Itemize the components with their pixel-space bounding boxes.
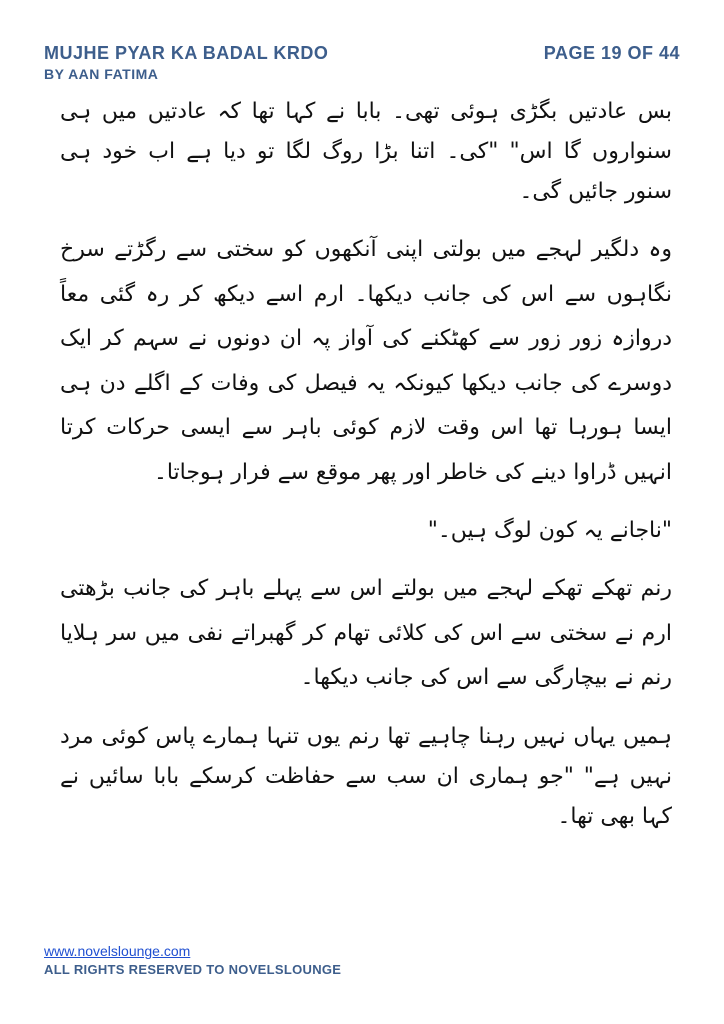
- rights-notice: ALL RIGHTS RESERVED TO NOVELSLOUNGE: [44, 962, 342, 977]
- author-name: BY AAN FATIMA: [44, 66, 159, 82]
- paragraph-4: رنم تھکے تھکے لہجے میں بولتے اس سے پہلے باہر کی جانب بڑھتی ارم نے سختی سے اس کی کلائی تھام کر گھبراتے نفی میں سر ہلایا رنم نے بیچارگی سے اس کی جانب دیکھا۔: [60, 576, 672, 690]
- paragraph-3: "ناجانے یہ کون لوگ ہیں۔": [427, 518, 672, 543]
- page-number: PAGE 19 OF 44: [543, 43, 680, 63]
- website-link[interactable]: www.novelslounge.com: [44, 943, 191, 959]
- paragraph-1: بس عادتیں بگڑی ہوئی تھی۔ بابا نے کہا تھا کہ عادتیں میں ہی سنواروں گا اس" "کی۔ اتنا بڑا روگ لگا تو دیا ہے اب خود ہی سنور جائیں گی۔: [60, 99, 672, 204]
- body-text: [60, 92, 672, 837]
- paragraph-2: وہ دلگیر لہجے میں بولتی اپنی آنکھوں کو سختی سے رگڑتے سرخ نگاہوں سے اس کی جانب دیکھا۔ ارم اسے دیکھ کر رہ گئی معاً دروازہ زور زور سے کھٹکنے کی آواز پہ ان دونوں نے سہم کر ایک دوسرے کی جانب دیکھا کیونکہ یہ فیصل کی وفات کے اگلے دن ہی ایسا ہورہا تھا اس وقت لازم کوئی باہر سے ایسی حرکات کرتا انہیں ڈراوا دینے کی خاطر اور پھر موقع سے فرار ہوجاتا۔: [60, 237, 672, 485]
- header-left: [44, 42, 328, 84]
- footer: [44, 942, 341, 980]
- novel-title: MUJHE PYAR KA BADAL KRDO: [44, 43, 329, 63]
- paragraph-5: ہمیں یہاں نہیں رہنا چاہیے تھا رنم یوں تنہا ہمارے پاس کوئی مرد نہیں ہے" "جو ہماری ان سب سے حفاظت کرسکے بابا سائیں نے کہا بھی تھا۔: [60, 723, 672, 829]
